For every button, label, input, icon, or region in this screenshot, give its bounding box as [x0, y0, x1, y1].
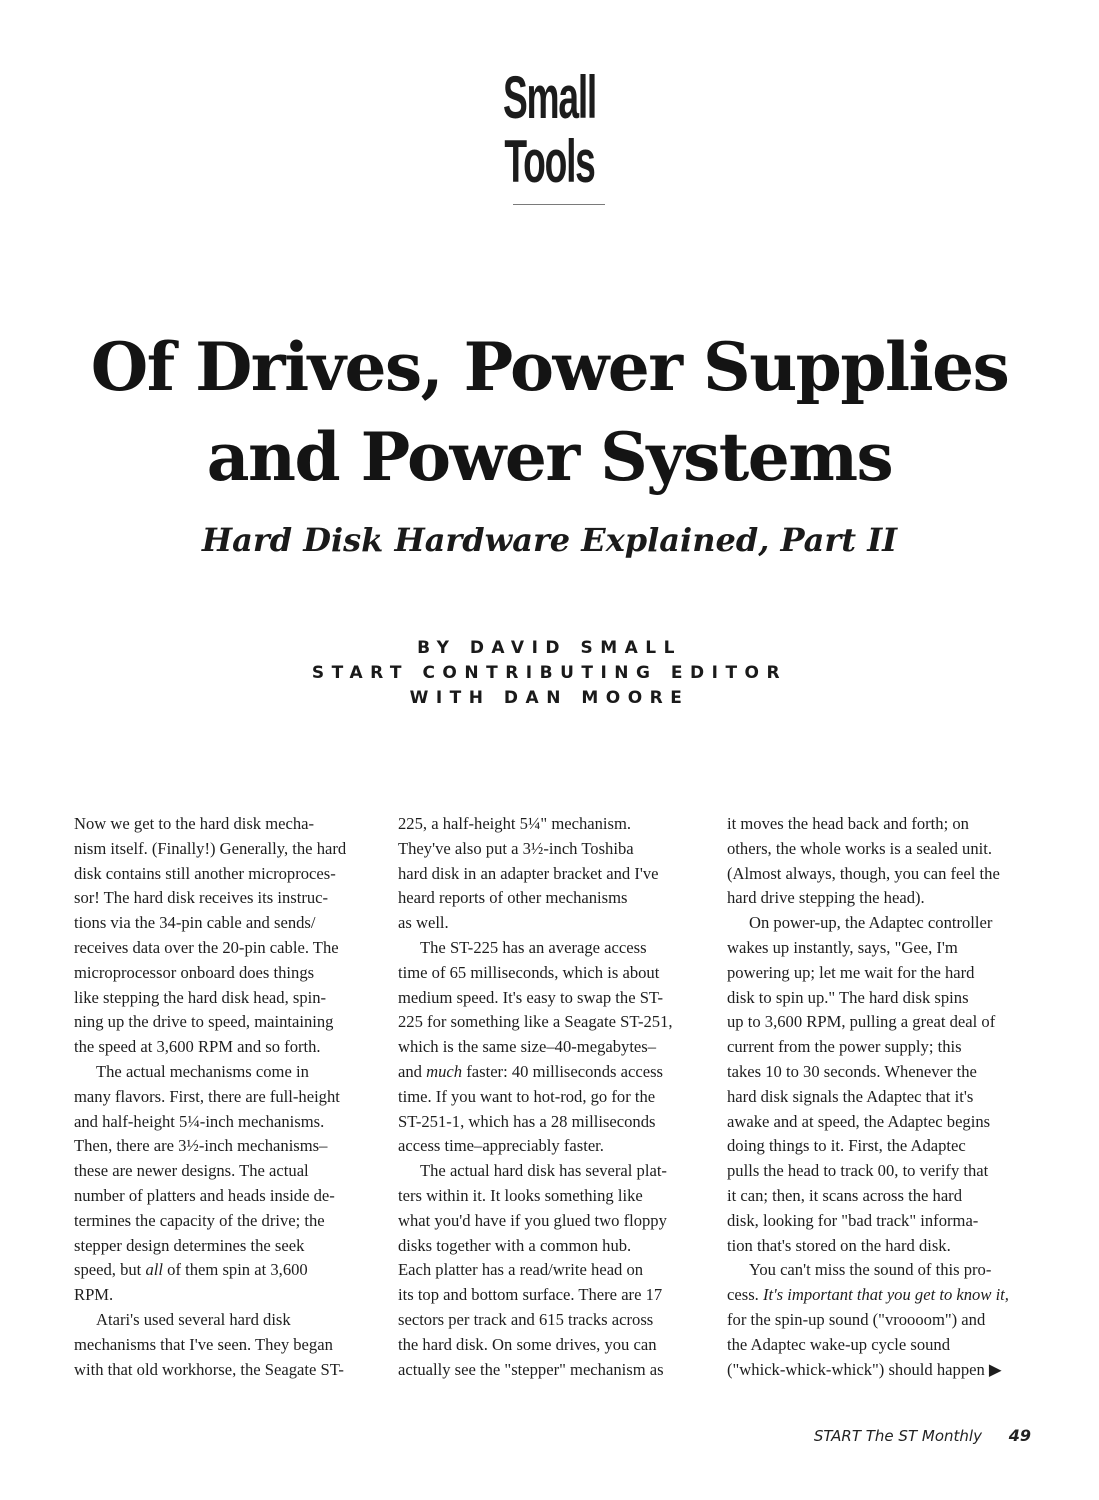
text-line — [398, 1060, 710, 1085]
text-line: 225, a half-height 5¼" mechanism. — [398, 814, 632, 833]
byline-role: START CONTRIBUTING EDITOR — [311, 663, 788, 683]
text-line: sectors per track and 615 tracks across — [398, 1309, 654, 1329]
text-line: ST-251-1, which has a 28 milliseconds — [398, 1111, 656, 1131]
text-run: cess. — [727, 1285, 759, 1305]
text-line: as well. — [398, 913, 449, 933]
text-line — [727, 1283, 1039, 1308]
italic-emphasis: much — [426, 1061, 463, 1081]
text-line: disk, looking for "bad track" informa- — [727, 1210, 979, 1230]
text-line: ters within it. It looks something like — [398, 1185, 643, 1205]
text-line: actually see the "stepper" mechanism as — [398, 1359, 664, 1379]
text-line: for the spin-up sound ("vroooom") and — [727, 1309, 986, 1329]
text-column-2 — [398, 812, 710, 1382]
text-line: termines the capacity of the drive; the — [74, 1210, 325, 1230]
text-line: The actual hard disk has several plat- — [420, 1161, 667, 1181]
text-line: (Almost always, though, you can feel the — [727, 863, 1000, 883]
text-line: awake and at speed, the Adaptec begins — [727, 1111, 991, 1131]
text-line: stepper design determines the seek — [74, 1235, 305, 1255]
text-line: Then, there are 3½-inch mechanisms– — [74, 1136, 328, 1156]
text-line: access time–appreciably faster. — [398, 1136, 604, 1156]
text-line: Atari's used several hard disk — [96, 1309, 291, 1329]
text-line: ("whick-whick-whick") should happen ▶ — [727, 1359, 1002, 1379]
text-line: powering up; let me wait for the hard — [727, 962, 975, 982]
text-line: heard reports of other mechanisms — [398, 888, 628, 908]
text-run: of them spin at 3,600 — [167, 1260, 308, 1280]
text-line: it moves the head back and forth; on — [727, 814, 969, 833]
byline-author: BY DAVID SMALL — [417, 638, 682, 658]
text-line: Each platter has a read/write head on — [398, 1260, 644, 1280]
text-line: disk contains still another microproces- — [74, 863, 336, 883]
text-line: and half-height 5¼-inch mechanisms. — [74, 1111, 325, 1131]
text-line: pulls the head to track 00, to verify that — [727, 1161, 989, 1181]
text-line: nism itself. (Finally!) Generally, the hard — [74, 838, 347, 858]
article-subtitle: Hard Disk Hardware Explained, Part II — [201, 521, 898, 559]
text-line: hard drive stepping the head). — [727, 888, 925, 908]
headline-line-1: Of Drives, Power Supplies — [90, 328, 1009, 406]
text-line: which is the same size–40-megabytes– — [398, 1037, 657, 1057]
text-line: time. If you want to hot-rod, go for the — [398, 1086, 656, 1106]
text-line: many flavors. First, there are full-height — [74, 1086, 340, 1106]
text-column-3 — [727, 812, 1039, 1382]
text-line: like stepping the hard disk head, spin- — [74, 987, 327, 1007]
text-line: others, the whole works is a sealed unit. — [727, 838, 992, 858]
department-line-1: Small — [502, 64, 597, 131]
department-heading — [0, 66, 1099, 194]
text-line: sor! The hard disk receives its instruc- — [74, 888, 329, 908]
text-line: up to 3,600 RPM, pulling a great deal of — [727, 1012, 996, 1032]
text-line: wakes up instantly, says, "Gee, I'm — [727, 937, 958, 957]
text-line: takes 10 to 30 seconds. Whenever the — [727, 1061, 977, 1081]
text-line: microprocessor onboard does things — [74, 962, 315, 982]
text-run: speed, but — [74, 1260, 142, 1280]
text-line: disk to spin up." The hard disk spins — [727, 987, 969, 1007]
text-line: what you'd have if you glued two floppy — [398, 1210, 667, 1230]
text-run: and — [398, 1061, 422, 1081]
text-line: They've also put a 3½-inch Toshiba — [398, 838, 634, 858]
headline-line-2: and Power Systems — [206, 418, 893, 496]
text-line: 225 for something like a Seagate ST-251, — [398, 1012, 673, 1032]
text-line: disks together with a common hub. — [398, 1235, 632, 1255]
text-run: faster: 40 milliseconds access — [466, 1061, 663, 1081]
magazine-subtitle: The ST Monthly — [865, 1427, 982, 1445]
text-line: it can; then, it scans across the hard — [727, 1185, 963, 1205]
text-line: the hard disk. On some drives, you can — [398, 1334, 657, 1354]
text-line: the Adaptec wake-up cycle sound — [727, 1334, 951, 1354]
article-headline — [0, 322, 1099, 502]
magazine-name: START — [813, 1427, 861, 1445]
italic-emphasis: It's important that you get to know it, — [762, 1285, 1009, 1305]
text-line: current from the power supply; this — [727, 1037, 962, 1057]
text-column-1 — [74, 812, 386, 1382]
text-line: its top and bottom surface. There are 17 — [398, 1285, 663, 1305]
text-line: The actual mechanisms come in — [96, 1061, 309, 1081]
text-line: the speed at 3,600 RPM and so forth. — [74, 1037, 321, 1057]
text-line: On power-up, the Adaptec controller — [749, 913, 993, 933]
text-line: these are newer designs. The actual — [74, 1161, 309, 1181]
text-line: receives data over the 20-pin cable. The — [74, 937, 339, 957]
page-footer — [814, 1426, 1031, 1445]
text-line: number of platters and heads inside de- — [74, 1185, 335, 1205]
text-line: with that old workhorse, the Seagate ST- — [74, 1359, 344, 1379]
italic-emphasis: all — [145, 1260, 163, 1280]
text-line: medium speed. It's easy to swap the ST- — [398, 987, 664, 1007]
text-line: hard disk in an adapter bracket and I've — [398, 863, 659, 883]
text-line: ning up the drive to speed, maintaining — [74, 1012, 334, 1032]
byline — [0, 636, 1099, 711]
byline-coauthor: WITH DAN MOORE — [409, 688, 690, 708]
text-line: time of 65 milliseconds, which is about — [398, 962, 660, 982]
text-line: RPM. — [74, 1285, 114, 1305]
text-line: tions via the 34-pin cable and sends/ — [74, 913, 316, 933]
text-line: You can't miss the sound of this pro- — [749, 1260, 992, 1280]
department-rule — [513, 204, 605, 205]
text-line: Now we get to the hard disk mecha- — [74, 814, 315, 833]
department-line-2: Tools — [504, 128, 595, 195]
page-number: 49 — [1008, 1426, 1031, 1445]
text-line: The ST-225 has an average access — [420, 937, 647, 957]
text-line: mechanisms that I've seen. They began — [74, 1334, 333, 1354]
text-line: tion that's stored on the hard disk. — [727, 1235, 951, 1255]
text-line: doing things to it. First, the Adaptec — [727, 1136, 966, 1156]
text-line: hard disk signals the Adaptec that it's — [727, 1086, 974, 1106]
text-line — [74, 1258, 386, 1283]
